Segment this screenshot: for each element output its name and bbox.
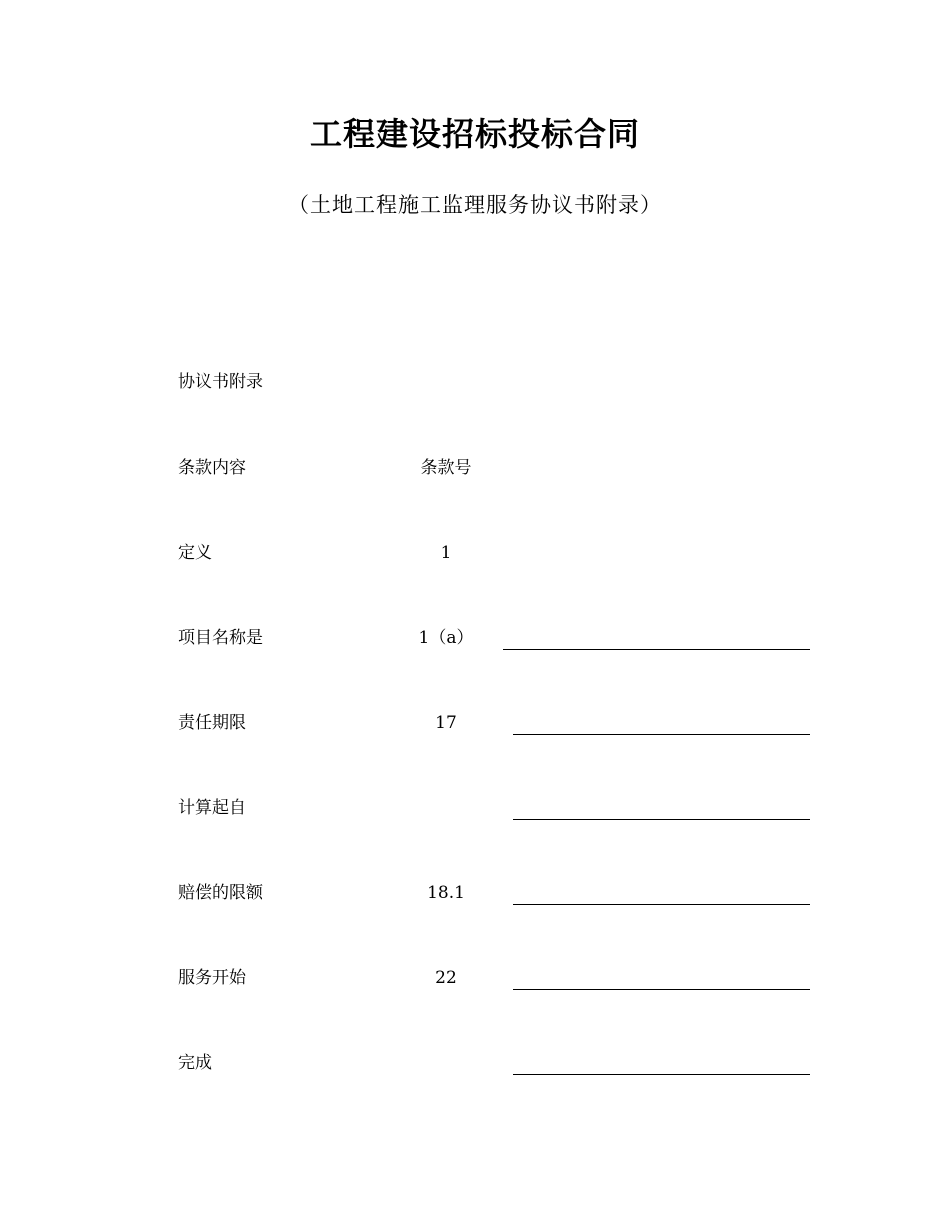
row-label: 计算起自	[178, 798, 246, 818]
table-header-row	[0, 455, 950, 481]
row-label: 完成	[178, 1053, 212, 1073]
row-clause-number: 1	[440, 543, 452, 563]
document-title: 工程建设招标投标合同	[309, 115, 640, 153]
section-heading: 协议书附录	[178, 372, 263, 392]
row-label: 项目名称是	[178, 628, 263, 648]
table-row	[0, 880, 950, 906]
column-header-clause-content: 条款内容	[178, 458, 246, 478]
row-label: 服务开始	[178, 968, 246, 988]
row-clause-number: 18.1	[427, 883, 465, 903]
row-clause-number: 1（a）	[418, 628, 474, 648]
table-row	[0, 710, 950, 736]
fill-in-blank-line[interactable]	[513, 904, 810, 905]
table-row	[0, 965, 950, 991]
row-clause-number: 17	[435, 713, 457, 733]
row-label: 责任期限	[178, 713, 246, 733]
document-subtitle: （土地工程施工监理服务协议书附录）	[288, 193, 662, 217]
fill-in-blank-line[interactable]	[513, 989, 810, 990]
table-row	[0, 540, 950, 566]
fill-in-blank-line[interactable]	[503, 649, 810, 650]
fill-in-blank-line[interactable]	[513, 1074, 810, 1075]
fill-in-blank-line[interactable]	[513, 819, 810, 820]
table-row	[0, 625, 950, 651]
table-row	[0, 795, 950, 821]
row-label: 赔偿的限额	[178, 883, 263, 903]
fill-in-blank-line[interactable]	[513, 734, 810, 735]
column-header-clause-number: 条款号	[420, 458, 472, 478]
row-clause-number: 22	[435, 968, 457, 988]
table-row	[0, 1050, 950, 1076]
row-label: 定义	[178, 543, 212, 563]
